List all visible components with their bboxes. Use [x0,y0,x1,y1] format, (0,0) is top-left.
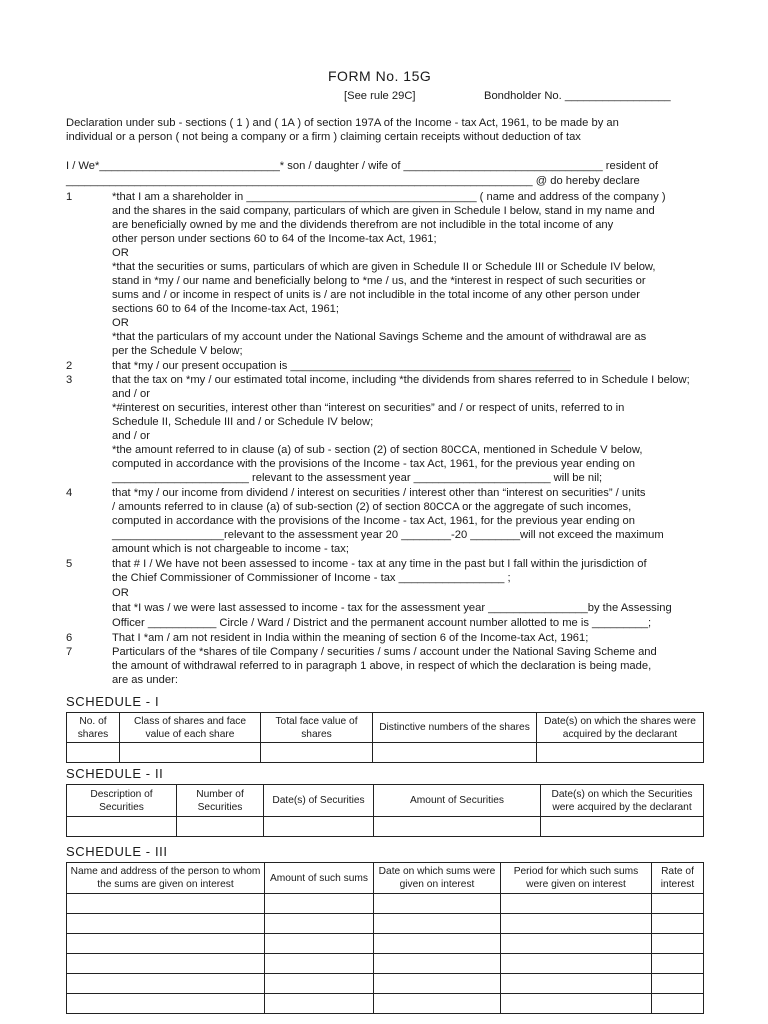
clause-line: *the amount referred to in clause (a) of sub - section (2) of section 80CCA, mentioned in Schedule V below, [112,444,643,456]
clause-line: computed in accordance with the provisions of the Income - tax Act, 1961, for the previous year ending on [112,458,636,470]
table-cell[interactable] [67,914,265,934]
column-header: Date(s) on which the Securities were acquired by the declarant [541,785,704,817]
table-cell[interactable] [652,914,704,934]
clause-line: other person under sections 60 to 64 of the Income-tax Act, 1961; [112,233,437,245]
schedule-1-table [66,712,704,763]
column-header: Number of Securities [177,785,264,817]
table-cell[interactable] [265,934,374,954]
table-cell[interactable] [265,894,374,914]
clause-number: 7 [66,646,73,658]
table-cell[interactable] [374,974,501,994]
clause-line: and / or [112,430,150,442]
column-header: Name and address of the person to whom the sums are given on interest [67,863,265,894]
clause-line: / amounts referred to in clause (a) of sub-section (2) of section 80CCA or the aggregate of such incomes, [112,501,632,513]
clause-line: that # I / We have not been assessed to income - tax at any time in the past but I fall within the jurisdiction of [112,558,647,570]
table-cell[interactable] [374,817,541,837]
table-cell[interactable] [120,743,261,763]
table-cell[interactable] [652,894,704,914]
table-cell[interactable] [67,934,265,954]
clause-number: 5 [66,558,73,570]
form-title: FORM No. 15G [328,68,432,84]
column-header: Class of shares and face value of each share [120,713,261,743]
clause-line: and the shares in the said company, particulars of which are given in Schedule I below, stand in my name and [112,205,655,217]
declarant-line: I / We*_____________________________* son / daughter / wife of ________________________________ resident of [66,160,659,172]
table-cell[interactable] [501,974,652,994]
table-row [67,974,704,994]
table-row [67,817,704,837]
table-cell[interactable] [67,817,177,837]
table-cell[interactable] [374,934,501,954]
clause-number: 4 [66,487,73,499]
clause-line: that *my / our present occupation is _____________________________________________ [112,360,571,372]
table-cell[interactable] [374,894,501,914]
bondholder-number: Bondholder No. _________________ [484,90,671,102]
table-cell[interactable] [374,994,501,1014]
schedule-2-table [66,784,704,837]
clause-line: sections 60 to 64 of the Income-tax Act, 1961; [112,303,339,315]
clause-line: Particulars of the *shares of tile Company / securities / sums / account under the National Saving Scheme and [112,646,657,658]
table-cell[interactable] [261,743,373,763]
table-cell[interactable] [652,994,704,1014]
clause-line: that the tax on *my / our estimated total income, including *the dividends from shares referred to in Schedule I below; [112,374,690,386]
column-header: No. of shares [67,713,120,743]
table-cell[interactable] [67,994,265,1014]
clause-line: that *I was / we were last assessed to income - tax for the assessment year ________________by the Assessing [112,602,672,614]
table-row [67,914,704,934]
clause-number: 2 [66,360,73,372]
table-cell[interactable] [67,954,265,974]
table-cell[interactable] [541,817,704,837]
table-row [67,994,704,1014]
table-cell[interactable] [67,974,265,994]
table-cell[interactable] [67,894,265,914]
rule-reference: [See rule 29C] [344,90,416,102]
table-row [67,934,704,954]
clause-line: *#interest on securities, interest other than “interest on securities” and / or respect of units, referred to in [112,402,625,414]
schedule-3-table [66,862,704,1014]
table-cell[interactable] [652,954,704,974]
clause-number: 1 [66,191,73,203]
intro-line: individual or a person ( not being a company or a firm ) claiming certain receipts without deduction of tax [66,131,581,143]
declarant-line: ___________________________________________________________________________ @ do hereby declare [66,175,640,187]
clause-line: that *my / our income from dividend / interest on securities / interest other than “interest on securities” / units [112,487,646,499]
clause-line: and / or [112,388,150,400]
column-header: Total face value of shares [261,713,373,743]
column-header: Amount of Securities [374,785,541,817]
table-cell[interactable] [501,954,652,974]
column-header: Period for which such sums were given on interest [501,863,652,894]
table-cell[interactable] [265,974,374,994]
clause-line: *that the securities or sums, particulars of which are given in Schedule II or Schedule III or Schedule IV below, [112,261,656,273]
clause-line: Officer ___________ Circle / Ward / District and the permanent account number allotted to me is _________; [112,617,652,629]
table-cell[interactable] [177,817,264,837]
clause-line: That I *am / am not resident in India within the meaning of section 6 of the Income-tax Act, 1961; [112,632,589,644]
schedule-3-title: SCHEDULE - III [66,844,168,859]
table-cell[interactable] [652,934,704,954]
table-cell[interactable] [652,974,704,994]
clause-line: OR [112,247,129,259]
table-cell[interactable] [501,914,652,934]
column-header: Description of Securities [67,785,177,817]
clause-line: Schedule II, Schedule III and / or Schedule IV below; [112,416,374,428]
clause-number: 6 [66,632,73,644]
table-cell[interactable] [501,934,652,954]
table-cell[interactable] [67,743,120,763]
clause-line: *that I am a shareholder in _____________________________________ ( name and address of the company ) [112,191,666,203]
column-header: Date(s) on which the shares were acquired by the declarant [537,713,704,743]
clause-line: ______________________ relevant to the assessment year ______________________ will be nil; [112,472,603,484]
clause-line: *that the particulars of my account under the National Savings Scheme and the amount of withdrawal are as [112,331,647,343]
table-cell[interactable] [264,817,374,837]
column-header: Amount of such sums [265,863,374,894]
schedule-2-title: SCHEDULE - II [66,766,164,781]
table-row [67,894,704,914]
intro-line: Declaration under sub - sections ( 1 ) and ( 1A ) of section 197A of the Income - tax Act, 1961, to be made by an [66,117,619,129]
table-cell[interactable] [265,994,374,1014]
table-cell[interactable] [373,743,537,763]
column-header: Rate of interest [652,863,704,894]
clause-line: the amount of withdrawal referred to in paragraph 1 above, in respect of which the declaration is being made, [112,660,652,672]
clause-line: stand in *my / our name and beneficially belong to *me / us, and the *interest in respect of such securities or [112,275,646,287]
table-cell[interactable] [501,894,652,914]
table-row [67,954,704,974]
clause-line: amount which is not chargeable to income - tax; [112,543,349,555]
table-row [67,743,704,763]
column-header: Distinctive numbers of the shares [373,713,537,743]
table-cell[interactable] [374,914,501,934]
schedule-1-title: SCHEDULE - I [66,694,160,709]
table-cell[interactable] [265,954,374,974]
column-header: Date on which sums were given on interest [374,863,501,894]
table-cell[interactable] [265,914,374,934]
clause-line: computed in accordance with the provisions of the Income - tax Act, 1961, for the previous year ending on [112,515,636,527]
clause-line: OR [112,317,129,329]
clause-line: the Chief Commissioner of Commissioner of Income - tax _________________ ; [112,572,511,584]
clause-number: 3 [66,374,73,386]
table-cell[interactable] [374,954,501,974]
clause-line: __________________relevant to the assessment year 20 ________-20 ________will not exceed the maximum [112,529,664,541]
table-cell[interactable] [501,994,652,1014]
clause-line: per the Schedule V below; [112,345,243,357]
clause-line: sums and / or income in respect of units is / are not includible in the total income of any other person under [112,289,640,301]
clause-line: are as under: [112,674,178,686]
column-header: Date(s) of Securities [264,785,374,817]
clause-line: are beneficially owned by me and the dividends therefrom are not includible in the total income of any [112,219,614,231]
table-cell[interactable] [537,743,704,763]
clause-line: OR [112,587,129,599]
